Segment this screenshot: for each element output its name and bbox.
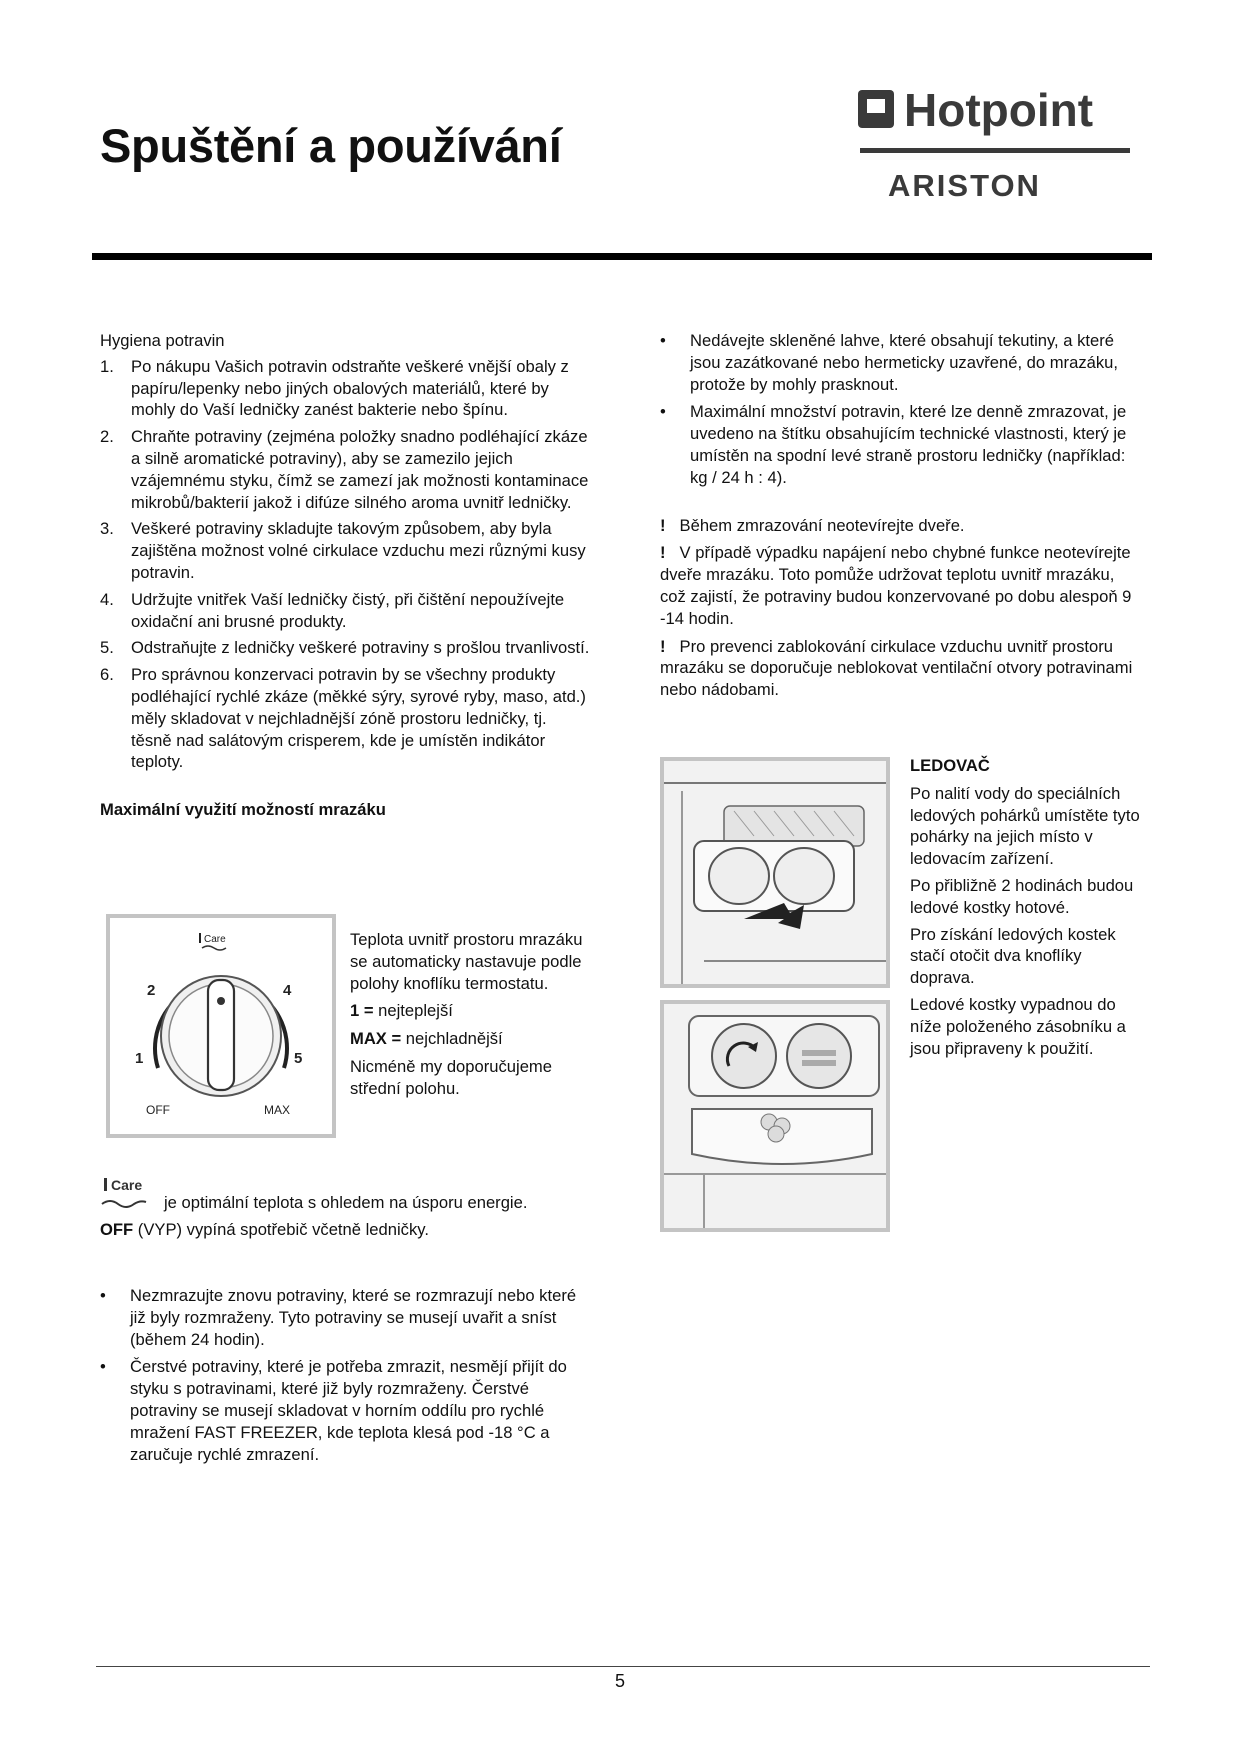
list-text: Udržujte vnitřek Vaší ledničky čistý, při čištění nepoužívejte oxidační ani brusné produkty. [131, 589, 565, 631]
list-text: Nezmrazujte znovu potraviny, které se rozmrazují nebo které již byly rozmraženy. Tyto potraviny se musejí uvařit a sníst (během 24 hodin). [130, 1286, 577, 1349]
dial-label-2: 2 [147, 982, 156, 999]
icemaker-section [910, 755, 1150, 1064]
logo-bar [860, 148, 1130, 153]
warning-note [660, 515, 1140, 537]
icare-icon [100, 1172, 150, 1212]
page-number: 5 [614, 1671, 625, 1691]
ice-cube [768, 1126, 784, 1142]
icemaker-photo-bottom [660, 1000, 890, 1232]
icare-wave [102, 1201, 146, 1207]
list-number: 6. [100, 665, 114, 685]
list-item [100, 589, 590, 633]
dial-label-5: 5 [294, 1050, 303, 1067]
warning-icon: ! [660, 543, 666, 563]
warning-icon: ! [660, 636, 666, 656]
list-item [100, 518, 590, 583]
list-item [100, 664, 590, 773]
warning-icon: ! [660, 515, 666, 535]
hygiene-heading: Hygiena potravin [100, 331, 225, 350]
icemaker-heading: LEDOVAČ [910, 756, 990, 775]
logo-brand-top: Hotpoint [904, 86, 1094, 136]
dial-label-max: MAX [264, 1103, 291, 1117]
list-text: Veškeré potraviny skladujte takovým způsobem, aby byla zajištěna možnost volné cirkulace vzduchu mezi různými kusy potravin. [131, 519, 586, 582]
dial-care-bar [199, 933, 201, 943]
list-text: Pro správnou konzervaci potravin by se všechny produkty podléhající rychlé zkáze (měkké sýry, syrové ryby, maso, atd.) měly skladovat v nejchladnější zóně prostoru ledničky, tj. těsně nad salátovým crisperem, kde je umístěn indikátor teploty. [131, 665, 586, 772]
dial-care-wave-icon [202, 946, 226, 950]
list-item [100, 356, 590, 421]
warning-note [660, 542, 1140, 629]
list-text: Nedávejte skleněné lahve, které obsahují tekutiny, a které jsou zazátkované nebo hermeticky uzavřené, do mrazáku, protože by mohly prasknout. [690, 331, 1118, 394]
icemaker-paragraph: Pro získání ledových kostek stačí otočit dva knoflíky doprava. [910, 924, 1116, 988]
logo-brand-bottom: ARISTON [888, 168, 1041, 203]
ice-knob-right [774, 848, 834, 904]
off-note [100, 1219, 620, 1241]
icemaker-knobs-icon [664, 1004, 886, 1228]
warning-note [660, 636, 1140, 701]
dial-label-1: 1 [135, 1050, 144, 1067]
hygiene-list [100, 356, 590, 773]
ice-knob-left [712, 1024, 776, 1088]
knob-grip [802, 1050, 836, 1056]
ice-knob-left [709, 848, 769, 904]
list-text: Maximální množství potravin, které lze denně zmrazovat, je uvedeno na štítku obsahujícím technické vlastnosti, který je umístěn na spodní levé straně prostoru ledničky (například: kg / 24 h : 4). [690, 402, 1127, 487]
footer-rule [96, 1666, 1150, 1667]
hygiene-section [100, 330, 590, 821]
setting-value: nejteplejší [373, 1001, 453, 1021]
list-item [100, 637, 590, 659]
icemaker-paragraph: Po nalití vody do speciálních ledových pohárků umístěte tyto pohárky na jejich místo v ledovacím zařízení. [910, 783, 1140, 869]
list-item [660, 401, 1140, 488]
dial-setting-coldest [350, 1028, 600, 1050]
dial-paragraph: Teplota uvnitř prostoru mrazáku se automaticky nastavuje podle polohy knoflíku termostatu. [350, 930, 583, 993]
page-title: Spuštění a používání [100, 119, 562, 172]
icemaker-photo-top [660, 757, 890, 988]
dial-knob-grip [208, 980, 234, 1090]
freezer-bullet-list [100, 1285, 595, 1465]
icemaker-tray-icon [664, 761, 886, 984]
setting-key: 1 = [350, 1001, 374, 1021]
dial-label-4: 4 [283, 982, 292, 999]
list-text: Chraňte potraviny (zejména položky snadno podléhající zkáze a silně aromatické potraviny), aby se zamezilo jejich vzájemnému styku, čímž se zamezí jak možnosti kontaminace mikrobů/bakterií jakož i difúze silného aroma uvnitř ledničky. [131, 427, 589, 512]
off-key: OFF [100, 1219, 134, 1239]
thermostat-dial-figure [106, 914, 336, 1138]
right-column [660, 330, 1140, 707]
list-item [100, 1285, 595, 1350]
dial-label-off: OFF [146, 1103, 170, 1117]
dial-setting-warmest [350, 1000, 600, 1022]
icare-bar [104, 1178, 107, 1191]
freezer-bullets [100, 1285, 595, 1471]
hotpoint-ariston-logo [858, 86, 1132, 206]
dial-label-care: Care [204, 934, 226, 945]
list-item [100, 1356, 595, 1465]
header-rule [92, 253, 1152, 260]
list-number: 5. [100, 638, 114, 658]
bullet: • [660, 402, 666, 422]
icare-text: je optimální teplota s ohledem na úsporu energie. [164, 1193, 528, 1212]
setting-key: MAX = [350, 1029, 402, 1049]
list-number: 3. [100, 519, 114, 539]
icemaker-paragraph: Ledové kostky vypadnou do níže položeného zásobníku a jsou připraveny k použití. [910, 994, 1126, 1058]
thermostat-dial-icon [110, 918, 332, 1134]
icare-label: Care [111, 1177, 143, 1193]
right-bullet-list [660, 330, 1140, 489]
icare-note [100, 1172, 620, 1241]
dial-indicator-dot [217, 997, 225, 1005]
bullet: • [660, 331, 666, 350]
bullet: • [100, 1286, 106, 1305]
dial-description [350, 929, 600, 1106]
off-text: (VYP) vypíná spotřebič včetně ledničky. [133, 1219, 429, 1239]
list-number: 1. [100, 356, 114, 376]
list-text: Odstraňujte z ledničky veškeré potraviny s prošlou trvanlivostí. [131, 638, 590, 658]
bullet: • [100, 1357, 106, 1377]
logo-square-inner [867, 99, 885, 113]
list-number: 4. [100, 589, 114, 609]
warning-text: Během zmrazování neotevírejte dveře. [679, 515, 965, 535]
freezer-heading: Maximální využití možností mrazáku [100, 800, 386, 820]
list-item [100, 426, 590, 513]
list-item [660, 330, 1140, 395]
list-text: Čerstvé potraviny, které je potřeba zmrazit, nesmějí přijít do styku s potravinami, které již byly rozmraženy. Čerstvé potraviny se musejí skladovat v horním oddílu pro rychlé mražení FAST FREEZER, kde teplota klesá pod -18 °C a zaručuje rychlé zmrazení. [130, 1357, 567, 1464]
list-text: Po nákupu Vašich potravin odstraňte veškeré vnější obaly z papíru/lepenky nebo jiných obalových materiálů, které by mohly do Vaší ledničky zanést bakterie nebo špínu. [131, 356, 569, 420]
warning-text: V případě výpadku napájení nebo chybné funkce neotevírejte dveře mrazáku. Toto pomůže udržovat teplotu uvnitř mrazáku, což zajistí, že potraviny budou konzervované po dobu alespoň 9 -14 hodin. [660, 543, 1132, 628]
warning-text: Pro prevenci zablokování cirkulace vzduchu uvnitř prostoru mrazáku se doporučuje neblokovat ventilační otvory potravinami nebo nádobami. [660, 636, 1133, 700]
icemaker-paragraph: Po přibližně 2 hodinách budou ledové kostky hotové. [910, 875, 1134, 917]
knob-grip [802, 1060, 836, 1066]
dial-recommendation: Nicméně my doporučujeme střední polohu. [350, 1056, 552, 1098]
setting-value: nejchladnější [401, 1029, 503, 1049]
list-number: 2. [100, 427, 114, 447]
